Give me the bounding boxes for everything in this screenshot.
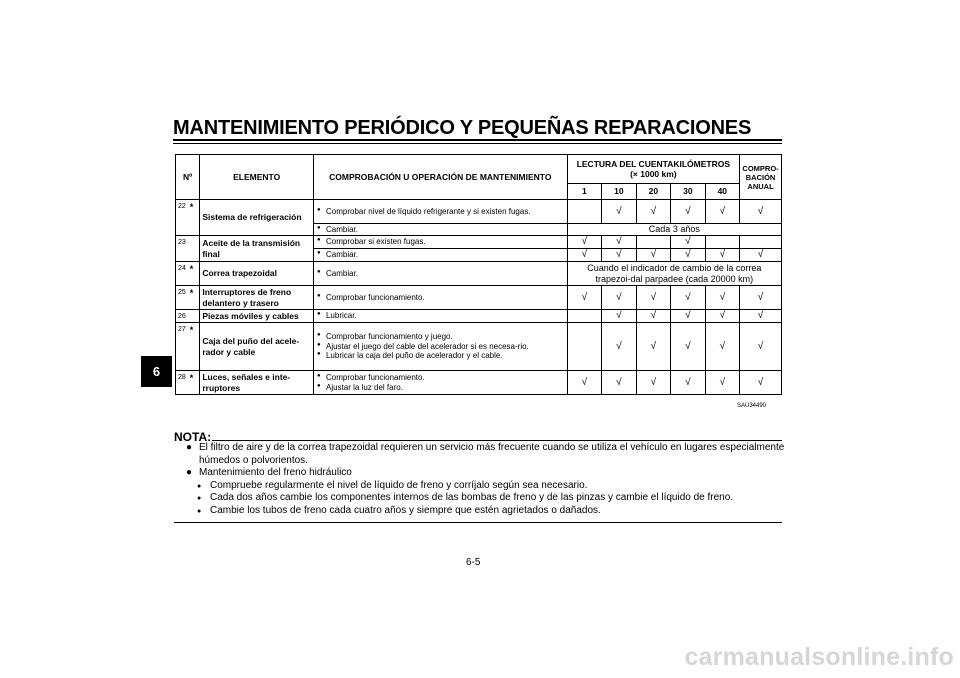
row-star (190, 236, 200, 262)
row-star: * (190, 200, 200, 236)
check-cell: √ (636, 323, 670, 371)
check-cell: √ (705, 249, 739, 262)
check-cell: √ (636, 249, 670, 262)
check-cell: √ (567, 236, 601, 249)
operation-item: ● Cambiar. (326, 250, 565, 260)
check-cell (567, 323, 601, 371)
watermark: carmanualsonline.info (684, 643, 954, 671)
row-element: Piezas móviles y cables (200, 310, 314, 323)
check-cell: √ (671, 310, 705, 323)
operation-item: ● Comprobar funcionamiento. (326, 293, 565, 303)
operation-item: ● Lubricar la caja del puño de acelerador y el cable. (326, 351, 565, 361)
nota-list (186, 442, 786, 518)
nota-label: NOTA: (174, 430, 212, 444)
check-cell (636, 236, 670, 249)
row-star: * (190, 371, 200, 395)
row-number: 22 (176, 200, 190, 236)
check-cell: √ (602, 286, 636, 310)
check-cell: √ (740, 286, 782, 310)
span-cell: Cada 3 años (567, 224, 781, 236)
nota-subitem: ● Cambie los tubos de freno cada cuatro años y siempre que estén agrietados o dañados. (186, 505, 786, 518)
row-number: 24 (176, 262, 190, 286)
row-operation (313, 262, 567, 286)
check-cell: √ (602, 236, 636, 249)
row-star: * (190, 262, 200, 286)
row-operation (313, 200, 567, 224)
chapter-tab: 6 (141, 356, 172, 387)
check-cell: √ (602, 310, 636, 323)
check-cell: √ (740, 310, 782, 323)
check-cell: √ (636, 310, 670, 323)
row-star: * (190, 286, 200, 310)
check-cell: √ (602, 371, 636, 395)
check-cell: √ (671, 236, 705, 249)
operation-item: ● Comprobar funcionamiento y juego. (326, 332, 565, 342)
row-number: 26 (176, 310, 190, 323)
row-number: 27 (176, 323, 190, 371)
nota-item: ● El filtro de aire y de la correa trapezoidal requieren un servicio más frecuente cuando se utiliza el vehículo en lugares especialmente húmedos o polvorientos. (186, 442, 786, 467)
operation-item: ● Lubricar. (326, 311, 565, 321)
row-operation (313, 310, 567, 323)
operation-item: ● Comprobar si existen fugas. (326, 237, 565, 247)
check-cell: √ (671, 323, 705, 371)
title-rule-thin (173, 143, 782, 144)
check-cell (740, 236, 782, 249)
operation-item: ● Cambiar. (326, 269, 565, 279)
row-number: 25 (176, 286, 190, 310)
row-number: 28 (176, 371, 190, 395)
row-element: Interruptores de freno delantero y trasero (200, 286, 314, 310)
check-cell (705, 236, 739, 249)
check-cell: √ (671, 249, 705, 262)
page-number: 6-5 (466, 557, 481, 568)
maintenance-table (175, 154, 782, 395)
check-cell: √ (740, 249, 782, 262)
check-cell: √ (705, 286, 739, 310)
row-operation (313, 286, 567, 310)
row-operation (313, 323, 567, 371)
check-cell: √ (636, 371, 670, 395)
row-element: Aceite de la transmisión final (200, 236, 314, 262)
check-cell: √ (636, 200, 670, 224)
header-odometer-label: LECTURA DEL CUENTAKILÓMETROS (576, 158, 730, 169)
header-annual: COMPRO- BACIÓN ANUAL (740, 155, 782, 200)
check-cell: √ (740, 371, 782, 395)
operation-item: ● Comprobar nivel de líquido refrigerante y si existen fugas. (326, 207, 565, 217)
row-star (190, 310, 200, 323)
row-element: Sistema de refrigeración (200, 200, 314, 236)
header-km: 10 (602, 184, 636, 200)
header-km: 20 (636, 184, 670, 200)
operation-item: ● Ajustar la luz del faro. (326, 383, 565, 393)
header-no: Nº (176, 155, 200, 200)
header-element: ELEMENTO (200, 155, 314, 200)
check-cell: √ (567, 371, 601, 395)
row-element: Luces, señales e inte-rruptores (200, 371, 314, 395)
header-odometer (567, 155, 739, 184)
row-operation (313, 371, 567, 395)
check-cell: √ (602, 200, 636, 224)
check-cell: √ (636, 286, 670, 310)
check-cell: √ (567, 249, 601, 262)
row-number: 23 (176, 236, 190, 262)
operation-item: ● Cambiar. (326, 225, 565, 235)
row-operation (313, 224, 567, 236)
header-km: 1 (567, 184, 601, 200)
check-cell: √ (705, 310, 739, 323)
header-km: 40 (705, 184, 739, 200)
nota-rule-bottom (174, 522, 782, 523)
check-cell: √ (740, 323, 782, 371)
operation-item: ● Ajustar el juego del cable del acelerador si es necesa-rio. (326, 342, 565, 352)
span-cell: Cuando el indicador de cambio de la correa trapezoi-dal parpadee (cada 20000 km) (567, 262, 781, 286)
row-operation (313, 236, 567, 249)
page-title: MANTENIMIENTO PERIÓDICO Y PEQUEÑAS REPARACIONES (173, 117, 752, 139)
check-cell: √ (602, 323, 636, 371)
check-cell: √ (705, 371, 739, 395)
row-star: * (190, 323, 200, 371)
nota-subitem: ● Cada dos años cambie los componentes internos de las bombas de freno y de las pinzas y cambie el líquido de freno. (186, 492, 786, 505)
title-rule (173, 139, 782, 141)
check-cell: √ (671, 286, 705, 310)
header-odometer-unit: (× 1000 km) (630, 169, 677, 179)
row-element: Correa trapezoidal (200, 262, 314, 286)
nota-item: ● Mantenimiento del freno hidráulico (186, 467, 786, 480)
check-cell: √ (740, 200, 782, 224)
header-km: 30 (671, 184, 705, 200)
header-operation: COMPROBACIÓN U OPERACIÓN DE MANTENIMIENTO (313, 155, 567, 200)
document-code: SAU34490 (737, 403, 767, 409)
nota-rule (212, 440, 782, 441)
check-cell: √ (705, 323, 739, 371)
check-cell: √ (671, 371, 705, 395)
check-cell: √ (602, 249, 636, 262)
nota-subitem: ● Compruebe regularmente el nivel de líquido de freno y corríjalo según sea necesario. (186, 480, 786, 493)
row-element: Caja del puño del acele-rador y cable (200, 323, 314, 371)
check-cell (567, 200, 601, 224)
check-cell: √ (705, 200, 739, 224)
check-cell (567, 310, 601, 323)
operation-item: ● Comprobar funcionamiento. (326, 373, 565, 383)
check-cell: √ (567, 286, 601, 310)
check-cell: √ (671, 200, 705, 224)
row-operation (313, 249, 567, 262)
